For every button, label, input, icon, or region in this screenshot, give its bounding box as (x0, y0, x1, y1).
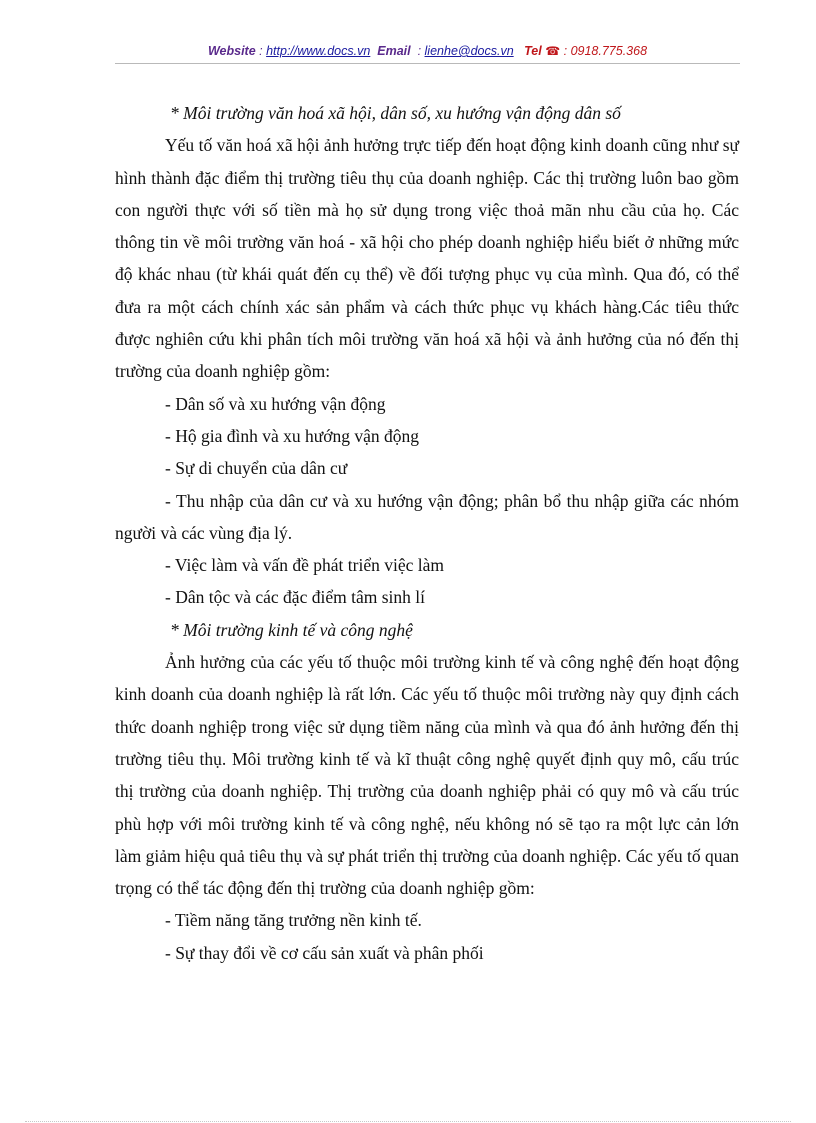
tel-label: Tel (524, 44, 542, 58)
paragraph-economy: Ảnh hưởng của các yếu tố thuộc môi trường kinh tế và công nghệ đến hoạt động kinh doanh của doanh nghiệp là rất lớn. Các yếu tố thuộc môi trường này quy định cách thức doanh nghiệp trong việc sử dụng tiềm năng của mình và qua đó ảnh hưởng đến thị trường tiêu thụ. Môi trường kinh tế và kĩ thuật công nghệ quyết định quy mô, cấu trúc thị trường của doanh nghiệp. Thị trường của doanh nghiệp phải có quy mô và cấu trúc phù hợp với môi trường kinh tế và công nghệ, nếu không nó sẽ tạo ra một lực cản lớn làm giảm hiệu quả tiêu thụ và sự phát triển thị trường của doanh nghiệp. Các yếu tố quan trọng có thể tác động đến thị trường của doanh nghiệp gồm: (115, 652, 739, 899)
website-label: Website (207, 44, 256, 58)
paragraph-culture: Yếu tố văn hoá xã hội ảnh hưởng trực tiếp đến hoạt động kinh doanh cũng như sự hình thành đặc điểm thị trường tiêu thụ của doanh nghiệp. Các thị trường luôn bao gồm con người thực với số tiền mà họ sử dụng trong việc thoả mãn nhu cầu của họ. Các thông tin về môi trường văn hoá - xã hội cho phép doanh nghiệp hiểu biết ở những mức độ khác nhau (từ khái quát đến cụ thể) về đối tượng phục vụ của mình. Qua đó, có thể đưa ra một cách chính xác sản phẩm và cách thức phục vụ khách hàng.Các tiêu thức được nghiên cứu khi phân tích môi trường văn hoá xã hội và ảnh hưởng của nó đến thị trường của doanh nghiệp gồm: (115, 135, 739, 382)
list-item: - Thu nhập của dân cư và xu hướng vận động; phân bổ thu nhập giữa các nhóm người và các vùng địa lý. (115, 490, 739, 543)
email-label: Email (377, 44, 411, 58)
list-item: - Sự di chuyển của dân cư (165, 458, 348, 479)
section-heading-culture: * Môi trường văn hoá xã hội, dân số, xu hướng vận động dân số (170, 103, 621, 123)
list-item: - Dân số và xu hướng vận động (165, 393, 386, 414)
section-heading-economy: * Môi trường kinh tế và công nghệ (170, 619, 413, 640)
page-header: Website : http://www.docs.vn Email : lienhe@docs.vn Tel ☎ : 0918.775.368 (115, 44, 740, 64)
footer-divider (25, 1121, 791, 1122)
website-link[interactable]: http://www.docs.vn (266, 44, 371, 58)
list-item: - Sự thay đổi về cơ cấu sản xuất và phân phối (165, 942, 484, 963)
document-body (115, 97, 739, 969)
email-link[interactable]: lienhe@docs.vn (424, 44, 514, 58)
list-item: - Việc làm và vấn đề phát triển việc làm (165, 555, 445, 576)
phone-icon: ☎ (545, 44, 561, 58)
list-item: - Tiềm năng tăng trưởng nền kinh tế. (165, 910, 422, 931)
list-item: - Hộ gia đình và xu hướng vận động (165, 425, 419, 446)
list-item: - Dân tộc và các đặc điểm tâm sinh lí (165, 587, 425, 608)
phone-number: 0918.775.368 (570, 44, 648, 58)
